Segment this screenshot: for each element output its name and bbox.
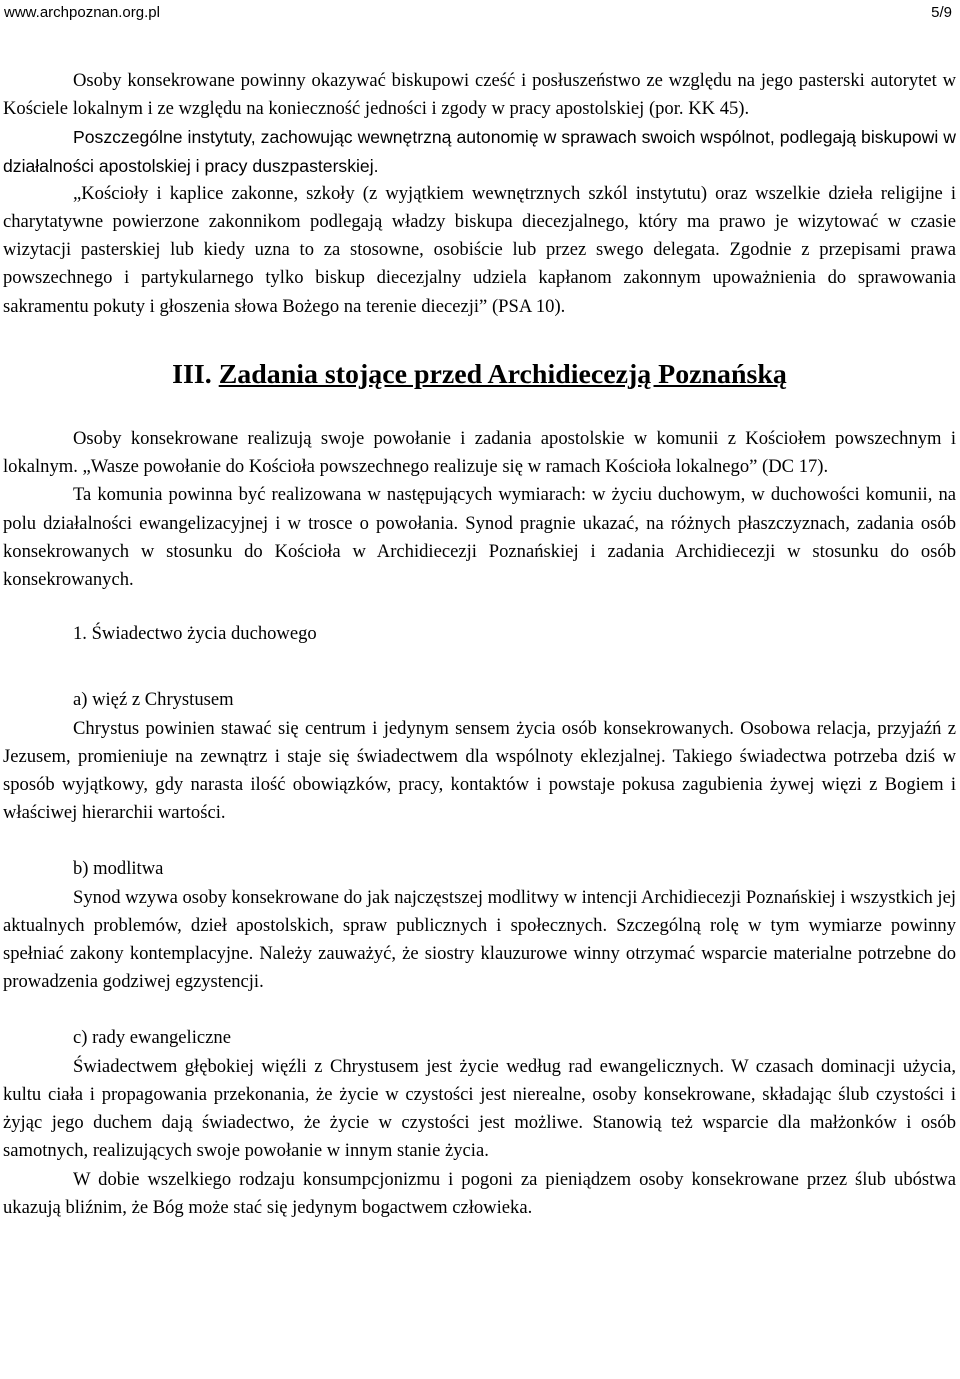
paragraph-chastity: Świadectwem głębokiej więźli z Chrystusem jest życie według rad ewangelicznych. W czasach dominacji użycia, kultu ciała i propagowania przekonania, że życie w czystości jest nierealne, osoby konsekrowane, składając ślub czystości i żyjąc jego duchem dają świadectwo, że życie w czystości jest możliwe. Stanowią też wsparcie dla małżonków i osób samotnych, realizujących swoje powołanie w innym stanie życia. xyxy=(3,1055,956,1162)
paragraph-consecrated-obedience: Osoby konsekrowane powinny okazywać biskupowi cześć i posłuszeństwo ze względu na jego pasterski autorytet w Kościele lokalnym i ze względu na konieczność jedności i zgody w pracy apostolskiej (por. KK 45). xyxy=(3,70,956,120)
section-title: Zadania stojące przed Archidiecezją Poznańską xyxy=(218,358,787,390)
paragraph-institutes-autonomy: Poszczególne instytuty, zachowując wewnętrzną autonomię w sprawach swoich wspólnot, podlegają biskupowi w działalności apostolskiej i pracy duszpasterskiej. xyxy=(3,127,956,176)
subsection-bond-with-christ: a) więź z Chrystusem xyxy=(73,689,234,711)
subsection-spiritual-witness: 1. Świadectwo życia duchowego xyxy=(73,623,317,645)
page-header xyxy=(4,2,952,24)
document-body xyxy=(3,67,956,1222)
site-url: www.archpoznan.org.pl xyxy=(4,4,160,21)
section-heading xyxy=(3,358,956,390)
paragraph-poverty: W dobie wszelkiego rodzaju konsumpcjonizmu i pogoni za pieniądzem osoby konsekrowane przez ślub ubóstwa ukazują bliźnim, że Bóg może stać się jedynym bogactwem człowieka. xyxy=(3,1168,956,1218)
paragraph-communion: Osoby konsekrowane realizują swoje powołanie i zadania apostolskie w komunii z Kościołem powszechnym i lokalnym. „Wasze powołanie do Kościoła powszechnego realizuje się w ramach Kościoła lokalnego” (DC 17). xyxy=(3,428,956,478)
section-number: III. xyxy=(172,358,212,390)
paragraph-churches-chapels: „Kościoły i kaplice zakonne, szkoły (z wyjątkiem wewnętrznych szkól instytutu) oraz wszelkie dzieła religijne i charytatywne powierzone zakonnikom podlegają władzy biskupa diecezjalnego, który ma prawo je wizytować w czasie wizytacji pasterskiej lub kiedy uzna to za stosowne, osobiście lub przez swego delegata. Zgodnie z przepisami prawa powszechnego i partykularnego tylko biskup diecezjalny udziela kapłanom zakonnym upoważnienia do sprawowania sakramentu pokuty i głoszenia słowa Bożego na terenie diecezji” (PSA 10). xyxy=(3,182,956,317)
paragraph-dimensions: Ta komunia powinna być realizowana w następujących wymiarach: w życiu duchowym, w duchowości komunii, na polu działalności ewangelizacyjnej i w trosce o powołania. Synod pragnie ukazać, na różnych płaszczyznach, zadania osób konsekrowanych w stosunku do Kościoła w Archidiecezji Poznańskiej i zadania Archidiecezji w stosunku do osób konsekrowanych. xyxy=(3,484,956,591)
subsection-evangelical-counsels: c) rady ewangeliczne xyxy=(73,1027,231,1049)
subsection-prayer: b) modlitwa xyxy=(73,858,164,880)
paragraph-prayer: Synod wzywa osoby konsekrowane do jak najczęstszej modlitwy w intencji Archidiecezji Poznańskiej i wszystkich jej aktualnych problemów, dzieł apostolskich, spraw publicznych i społecznych. Szczególną rolę w tym wymiarze powinny spełniać zakony kontemplacyjne. Należy zauważyć, że siostry klauzurowe winny otrzymać wsparcie materialne potrzebne do prowadzenia godziwej egzystencji. xyxy=(3,886,956,993)
page-number: 5/9 xyxy=(931,4,952,21)
paragraph-christ-center: Chrystus powinien stawać się centrum i jedynym sensem życia osób konsekrowanych. Osobowa relacja, przyjaźń z Jezusem, promieniuje na zewnątrz i staje się świadectwem dla wspólnoty eklezjalnej. Takiego świadectwa potrzeba dziś w sposób wyjątkowy, gdy narasta ilość obowiązków, pracy, kontaktów i powstaje pokusa zagubienia żywej więzi z Bogiem i właściwej hierarchii wartości. xyxy=(3,717,956,824)
